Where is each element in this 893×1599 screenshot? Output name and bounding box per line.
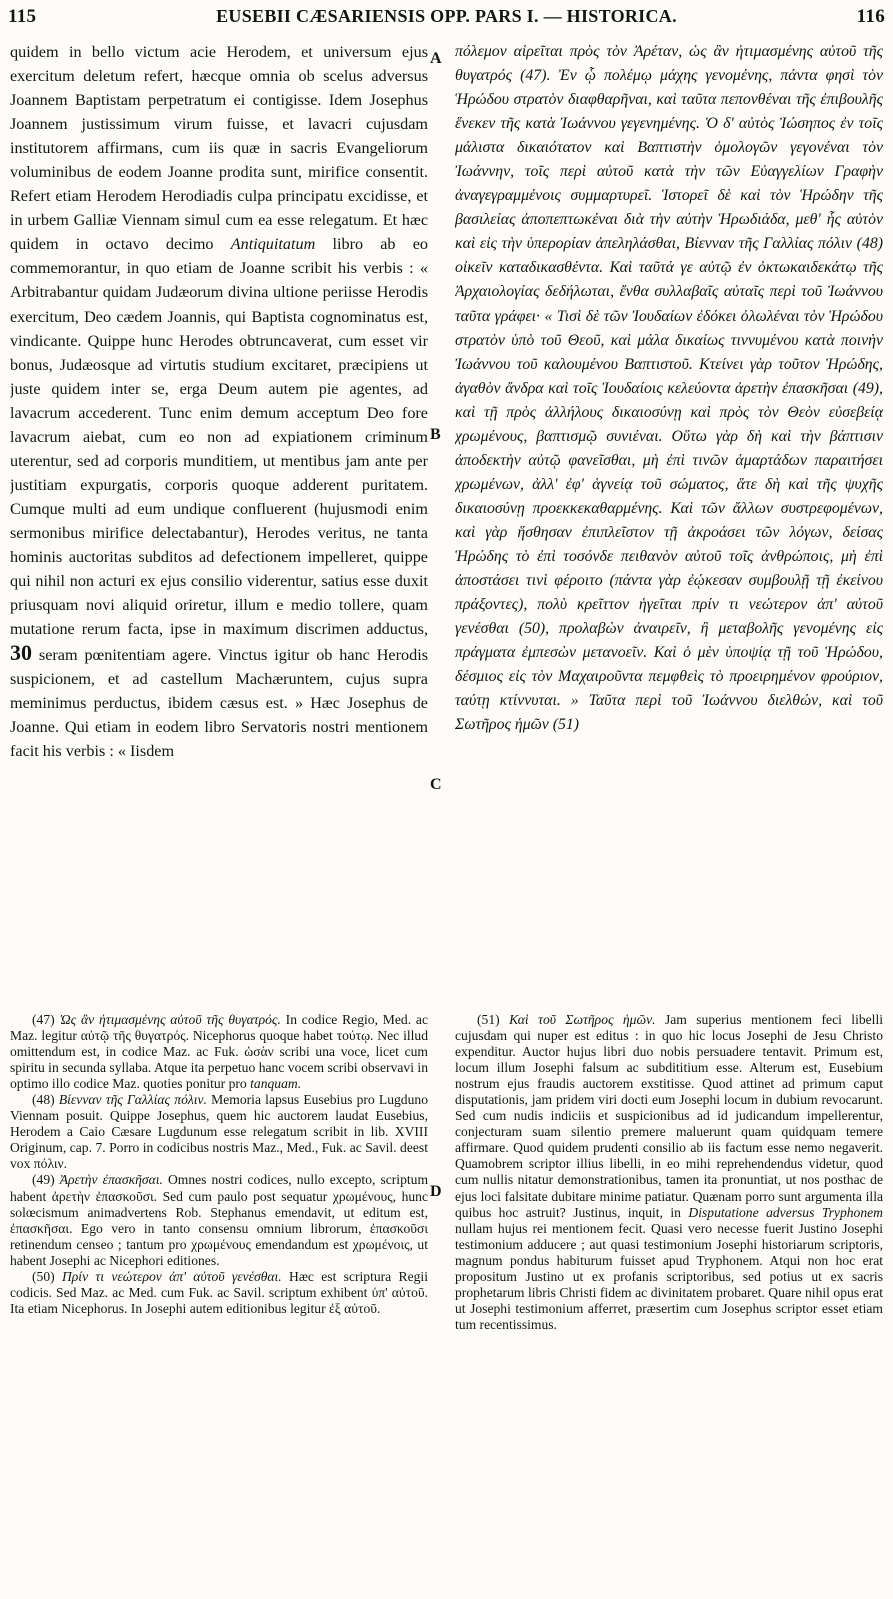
footnote-body: Hæc est scriptura Regii codicis. Sed Maz. ac Med. cum Fuk. ac Savil. scriptum exhibent ὑπ' αὐτοῦ. Ita etiam Nicephorus. In Josephi autem editionibus legitur ἐξ αὐτοῦ. — [10, 1268, 428, 1316]
footnote-body: Memoria lapsus Eusebius pro Lugduno Viennam posuit. Quippe Josephus, quem hic auctorem laudat Eusebius, Herodem a Caio Cæsare Lugdunum esse relegatum scribit in lib. XVIII Originum, cap. 7. Porro in codicibus nostris Maz., Med., Fuk. ac Savil. deest vox πόλιν. — [10, 1092, 428, 1172]
footnote-49 — [10, 1172, 428, 1268]
footnote-body-cont: nullam hujus rei mentionem fecit. Quasi vero necesse fuerit Justino Josephi testimonium adducere ; aut quasi testimonium Josephi historiarum scriptoris, magnum pondus habiturum fuisset apud Tryphonem. Atqui non hoc erat propositum Justino ut ex profanis scriptoribus, sed potius ut ex sacris prophetarum libris Christi fidem ac divinitatem probaret. Quare nihil opus erat ut Josephi testimonium afferret, præsertim cum Josephus scriptor esset etiam tum recentissimus. — [455, 1220, 883, 1332]
footnote-lemma: Καὶ τοῦ Σωτῆρος ἡμῶν. — [509, 1012, 656, 1027]
page-number-left: 115 — [8, 6, 37, 27]
footnote-48 — [10, 1092, 428, 1172]
footnote-ref: (47) — [32, 1012, 55, 1027]
footnote-50 — [10, 1269, 428, 1317]
margin-letter-d: D — [430, 1183, 442, 1200]
footnote-work-title: Disputatione adversus Tryphonem — [688, 1204, 883, 1220]
footnote-lemma: Βίενναν τῆς Γαλλίας πόλιν. — [58, 1092, 207, 1108]
footnote-lemma: Ὡς ἂν ἠτιμασμένης αὐτοῦ τῆς θυγατρός. — [59, 1012, 281, 1027]
margin-letter-c: C — [430, 776, 442, 793]
chapter-number: 30 — [10, 640, 32, 666]
footnote-body: Jam superius mentionem feci libelli cujusdam qui nuper est editus : in quo hic locus Josephi de Jesu Christo expenditur. Auctor hujus libri duo nobis persuadere tentavit. Primum est, locum illum Josephi falsum ac subdititium esse. Alterum est, Eusebium nostrum ejus fraudis auctorem exstitisse. Quod attinet ad primum caput disputationis, jam pridem viri docti eum Josephi locum in dubium revocarunt. Sed cum nudis indiciis et suspicionibus ad id judicandum impellerentur, conjecturam suam silentio premere maluerunt quam quidquam temere affirmare. Quod quidem prudenti consilio ab iis factum esse nemo negaverit. Quamobrem scriptor illius libelli, in eo mihi reprehendendus videtur, quod cum nullis nitatur demonstrationibus, tamen ita pronuntiat, ut nos posthac de ejus loci falsitate dubitare minime patiatur. Quænam porro sunt argumenta illa quibus hoc astruit? Justinus, inquit, in — [455, 1012, 883, 1220]
page-number-right: 116 — [856, 6, 885, 27]
footnote-ref: (50) — [32, 1268, 55, 1284]
latin-text — [10, 40, 428, 763]
footnote-47 — [10, 1012, 428, 1092]
footnote-tail: tanquam. — [250, 1076, 302, 1092]
footnote-body: Omnes nostri codices, nullo excepto, scriptum habent ἀρετὴν ἐπασκοῦσι. Sed cum paulo post sequatur χρωμένους, hunc solœcismum animadvertens Rob. Stephanus emendavit, ut editum est, ἐπασκῆσαι. Ego vero in tanto consensu omnium librorum, ἐπασκοῦσι retinendum censeo ; tantum pro χρωμένους emendandum est χρωμένοις, ut habent Josephi ac Nicephori editiones. — [10, 1172, 428, 1268]
margin-letter-b: B — [430, 426, 441, 443]
footnote-ref: (51) — [477, 1012, 500, 1027]
margin-letter-a: A — [430, 50, 442, 67]
latin-text-part1: quidem in bello victum acie Herodem, et universum ejus exercitum deletum refert, hæcque omnia ob scelus adversus Joannem Baptistam perpetratum ei contigisse. Idem Josephus Joannem justissimum virum fuisse, et lavacri cujusdam institutorem affirmans, cum iis quæ in sacris Evangeliorum voluminibus de eodem Joanne prodita sunt, mirifice consentit. Refert etiam Herodem Herodiadis culpa principatu excidisse, et in urbem Galliæ Viennam simul cum ea esse relegatum. Et hæc quidem in octavo decimo — [10, 43, 428, 254]
footnote-ref: (48) — [32, 1092, 55, 1108]
latin-text-part3: seram pœnitentiam agere. Vinctus igitur ob hanc Herodis suspicionem, et ad castellum Machæruntem, cujus supra meminimus perductus, ibidem cæsus est. » Hæc Josephus de Joanne. Qui etiam in eodem libro Servatoris nostri mentionem facit his verbis : « Iisdem — [10, 646, 428, 761]
latin-text-part2: libro ab eo commemorantur, in quo etiam de Joanne scribit his verbis : « Arbitrabantur quidam Judæorum divina ultione periisse Herodis exercitum, Deo cædem Joannis, qui Baptista cognominatus est, vindicante. Quippe hunc Herodes obtruncaverat, cum esset vir bonus, Judæosque ad virtutis studium excitaret, præcipiens ut juste quidem inter se, erga Deum autem pie agentes, ad lavacrum accederent. Tunc enim demum acceptum Deo fore lavacrum aiebat, cum eo non ad expiationem criminum uterentur, sed ad corporis munditiem, ut mentibus jam ante per justitiam expurgatis, corporis quoque adderent puritatem. Cumque multi ad eum undique confluerent (hujusmodi enim sermonibus mirifice delectabantur), Herodes veritus, ne tanta hominis auctoritas subditos ad defectionem impelleret, quippe qui nihil non acturi ex ejus consilio viderentur, satius esse duxit priusquam novi aliquid oriretur, illum e medio tollere, quam mutatione rerum facta, ipse in maximum discrimen adductus, — [10, 235, 428, 639]
page-header — [0, 0, 893, 38]
latin-column — [10, 40, 428, 763]
footnotes-left — [10, 1012, 428, 1317]
footnote-ref: (49) — [32, 1172, 55, 1188]
latin-antiquitatum: Antiquitatum — [230, 235, 316, 254]
running-title: EUSEBII CÆSARIENSIS OPP. PARS I. — HISTORICA. — [216, 6, 677, 26]
greek-column — [455, 40, 883, 737]
footnote-body: In codice Regio, Med. ac Maz. legitur αὐτῷ τῆς θυγατρός. Nicephorus quoque habet τούτῳ. Nec illud omittendum est, in codice Maz. ac Fuk. ὡσὰν scribi una voce, licet cum spiritu in secunda syllaba. Atque ita perpetuo hanc vocem scribi observavi in optimo illo codice Maz. quoties ponitur pro — [10, 1012, 428, 1092]
footnote-51 — [455, 1012, 883, 1333]
greek-text: πόλεμον αἱρεῖται πρὸς τὸν Ἀρέταν, ὡς ἂν ἠτιμασμένης αὐτοῦ τῆς θυγατρός (47). Ἐν ᾧ πολέμῳ μάχης γενομένης, πάντα φησὶ τὸν Ἡρώδου στρατὸν διαφθαρῆναι, καὶ ταῦτα πεπονθέναι τῆς ἐπιβουλῆς ἕνεκεν τῆς κατὰ Ἰωάννου γεγενημένης. Ὁ δ' αὐτὸς Ἰώσηπος ἐν τοῖς μάλιστα δικαιότατον καὶ Βαπτιστὴν ὁμολογῶν γεγονέναι τὸν Ἰωάννην, τοῖς περὶ αὐτοῦ κατὰ τὴν τῶν Εὐαγγελίων Γραφὴν ἀναγεγραμμένοις συμμαρτυρεῖ. Ἱστορεῖ δὲ καὶ τὸν Ἡρώδην τῆς βασιλείας ἀποπεπτωκέναι διὰ τὴν αὐτὴν Ἡρωδιάδα, μεθ' ἧς αὐτὸν καὶ εἰς τὴν ὑπερορίαν ἀπεληλάσθαι, Βίενναν τῆς Γαλλίας πόλιν (48) οἰκεῖν καταδικασθέντα. Καὶ ταῦτά γε αὐτῷ ἐν ὀκτωκαιδεκάτῳ τῆς Ἀρχαιολογίας δεδήλωται, ἔνθα συλλαβαῖς αὐταῖς περὶ τοῦ Ἰωάννου ταῦτα γράφει· « Τισὶ δὲ τῶν Ἰουδαίων ἐδόκει ὀλωλέναι τὸν Ἡρώδου στρατὸν ὑπὸ τοῦ Θεοῦ, καὶ μάλα δικαίως τιννυμένου κατὰ ποινὴν Ἰωάννου τοῦ καλουμένου Βαπτιστοῦ. Κτείνει γὰρ τοῦτον Ἡρώδης, ἀγαθὸν ἄνδρα καὶ τοῖς Ἰουδαίοις κελεύοντα ἀρετὴν ἐπασκῆσαι (49), καὶ τῇ πρὸς ἀλλήλους δικαιοσύνῃ καὶ πρὸς τὸν Θεὸν εὐσεβείᾳ χρωμένους, βαπτισμῷ συνιέναι. Οὕτω γὰρ δὴ καὶ τὴν βάπτισιν ἀποδεκτὴν αὐτῷ φανεῖσθαι, μὴ ἐπὶ τινῶν ἁμαρτάδων παραιτήσει χρωμένων, ἀλλ' ἐφ' ἁγνείᾳ τοῦ σώματος, ἅτε δὴ καὶ τῆς ψυχῆς δικαιοσύνῃ προεκκεκαθαρμένης. Καὶ τῶν ἄλλων συστρεφομένων, καὶ γὰρ ἥσθησαν ἐπιπλεῖστον τῇ ἀκροάσει τῶν λόγων, δείσας Ἡρώδης τὸ ἐπὶ τοσόνδε πειθανὸν αὐτοῦ τοῖς ἀνθρώποις, μὴ ἐπὶ ἀποστάσει τινὶ φέροιτο (πάντα γὰρ ἐῴκεσαν συμβουλῇ τῇ ἐκείνου πράξοντες), πολὺ κρεῖττον ἡγεῖται πρίν τι νεώτερον ἀπ' αὐτοῦ γενέσθαι (50), προλαβὼν ἀναιρεῖν, ἢ μεταβολῆς γενομένης εἰς πράγματα ἐμπεσὼν μετανοεῖν. Καὶ ὁ μὲν ὑποψίᾳ τῇ τοῦ Ἡρώδου, δέσμιος εἰς τὸν Μαχαιροῦντα πεμφθεὶς τὸ προειρημένον φρούριον, ταύτῃ κτίννυται. » Ταῦτα περὶ τοῦ Ἰωάννου διελθών, καὶ τοῦ Σωτῆρος ἡμῶν (51) — [455, 43, 883, 734]
footnotes-right — [455, 1012, 883, 1333]
footnote-lemma: Ἀρετὴν ἐπασκῆσαι. — [59, 1172, 163, 1188]
footnote-lemma: Πρίν τι νεώτερον ἀπ' αὐτοῦ γενέσθαι. — [61, 1268, 282, 1284]
